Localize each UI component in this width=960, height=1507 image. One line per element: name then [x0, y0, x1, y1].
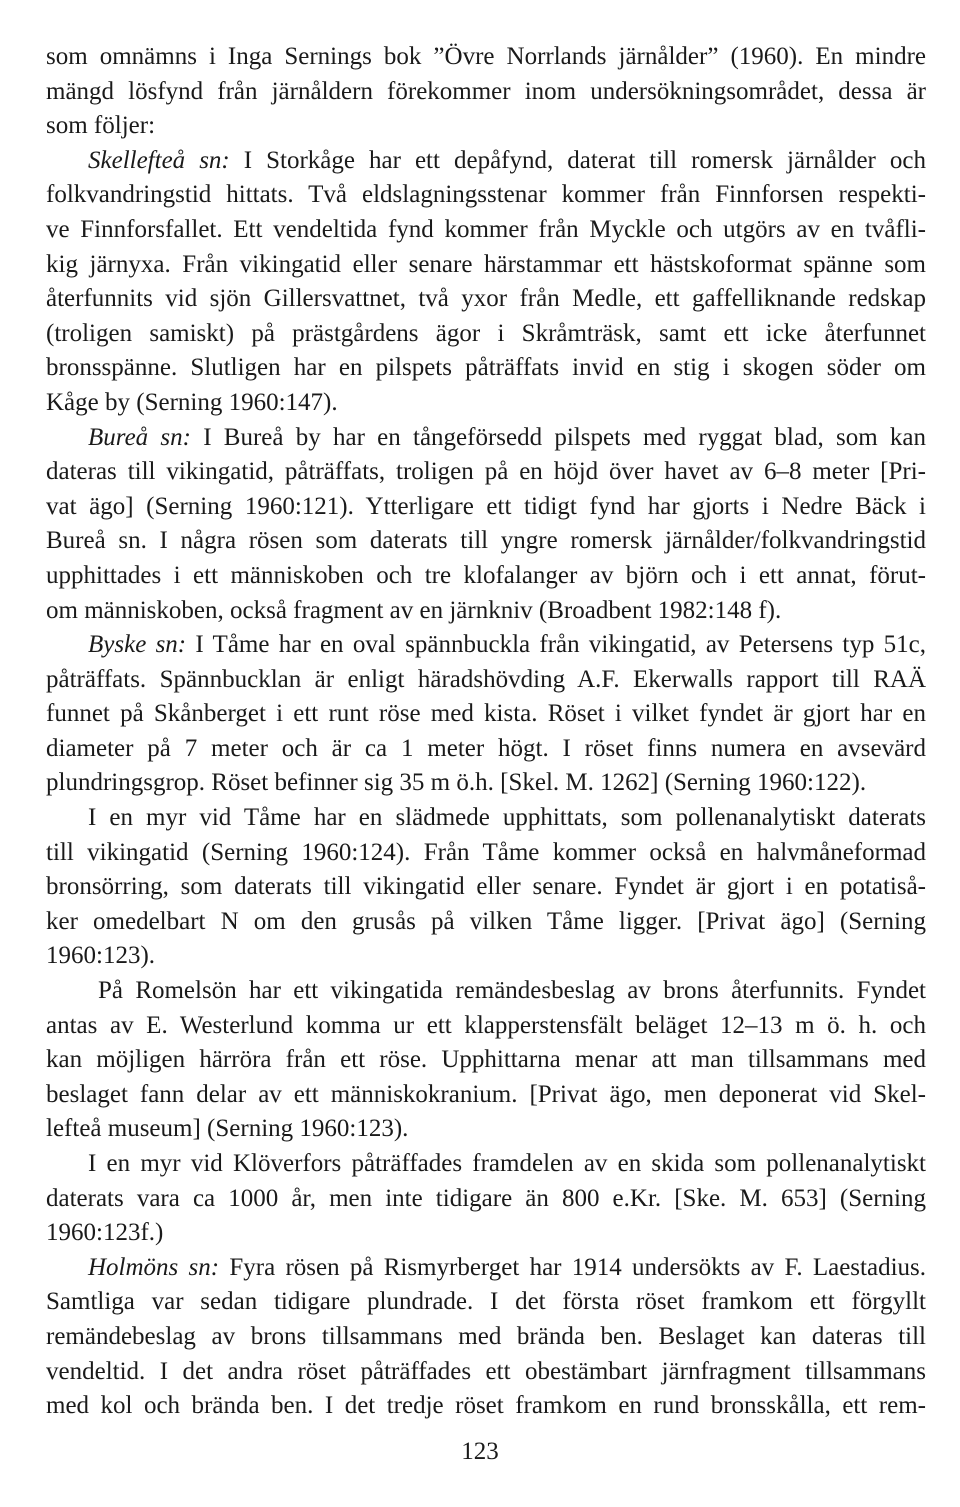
text-line: mängd lösfynd från järnåldern förekommer inom undersökningsområdet, dessa är: [46, 77, 926, 105]
text-line: dateras till vikingatid, påträffats, troligen på en höjd över havet av 6–8 meter [Pri-: [46, 458, 926, 486]
text-line: lefteå museum] (Serning 1960:123).: [46, 1115, 409, 1143]
text-line: diameter på 7 meter och är ca 1 meter högt. I röset finns numera en avsevärd: [46, 734, 926, 762]
paragraph-skelleftea-first-line: Skellefteå sn: I Storkåge har ett depåfynd, daterat till romersk järnålder och: [88, 146, 926, 174]
text-line: remändebeslag av brons tillsammans med brända ben. Beslaget kan dateras till: [46, 1322, 926, 1350]
paragraph-holmons-first-line: Holmöns sn: Fyra rösen på Rismyrberget har 1914 undersökts av F. Laestadius.: [88, 1253, 927, 1281]
text-line: bronsörring, som daterats till vikingatid eller senare. Fyndet är gjort i en potatiså-: [46, 873, 926, 901]
text-line: I en myr vid Tåme har en slädmede upphittats, som pollenanalytiskt daterats: [88, 804, 926, 832]
paragraph-byske-first-line: Byske sn: I Tåme har en oval spännbuckla från vikingatid, av Petersens typ 51c,: [88, 631, 926, 659]
text-line: återfunnits vid sjön Gillersvattnet, två yxor från Medle, ett gaffelliknande redskap: [46, 285, 926, 313]
text-line: ve Finnforsfallet. Ett vendeltida fynd kommer från Myckle och utgörs av en tvåfli-: [46, 215, 926, 243]
text-line: upphittades i ett människoben och tre klofalanger av björn och i ett annat, förut-: [46, 561, 926, 589]
text-line: I en myr vid Klöverfors påträffades framdelen av en skida som pollenanalytiskt: [88, 1150, 926, 1177]
text-line: Bureå sn. I några rösen som daterats till yngre romersk järnålder/folkvandringstid: [46, 527, 926, 555]
text-line: kan möjligen härröra från ett röse. Upphittarna menar att man tillsammans med: [46, 1046, 926, 1074]
text-line: Samtliga var sedan tidigare plundrade. I det första röset framkom ett förgyllt: [46, 1288, 926, 1316]
parish-heading-byske: Byske sn:: [88, 631, 187, 659]
text-line: Kåge by (Serning 1960:147).: [46, 388, 338, 416]
text-line: med kol och brända ben. I det tredje röset framkom en rund bronsskålla, ett rem-: [46, 1392, 926, 1420]
text-line: beslaget fann delar av ett människokranium. [Privat ägo, men deponerat vid Skel-: [46, 1080, 926, 1108]
text-line: funnet på Skånberget i ett runt röse med kista. Röset i vilket fyndet är gjort har en: [46, 700, 926, 728]
text-line: som följer:: [46, 112, 156, 140]
text-line: ker omedelbart N om den grusås på vilken Tåme ligger. [Privat ägo] (Serning: [46, 907, 926, 935]
text-line: daterats vara ca 1000 år, men inte tidigare än 800 e.Kr. [Ske. M. 653] (Serning: [46, 1184, 926, 1212]
text-line: påträffats. Spännbucklan är enligt häradshövding A.F. Ekerwalls rapport till RAÄ: [46, 665, 926, 693]
text-line: kig järnyxa. Från vikingatid eller senare härstammar ett hästskoformat spänne som: [46, 250, 926, 278]
paragraph-burea-first-line: Bureå sn: I Bureå by har en tångeförsedd pilspets med ryggat blad, som kan: [88, 423, 926, 451]
text-line: vat ägo] (Serning 1960:121). Ytterligare ett tidigt fynd har gjorts i Nedre Bäck i: [46, 492, 926, 520]
text-line: som omnämns i Inga Sernings bok ”Övre Norrlands järnålder” (1960). En mindre: [46, 43, 926, 70]
text-line: om människoben, också fragment av en järnkniv (Broadbent 1982:148 f).: [46, 596, 782, 624]
document-page: [46, 40, 926, 1424]
text-line: (troligen samiskt) på prästgårdens ägor i Skråmträsk, samt ett icke återfunnet: [46, 319, 926, 347]
page-number: 123: [461, 1438, 499, 1465]
text-line: antas av E. Westerlund komma ur ett klapperstensfält beläget 12–13 m ö. h. och: [46, 1011, 926, 1039]
text-line: till vikingatid (Serning 1960:124). Från Tåme kommer också en halvmåneformad: [46, 838, 926, 866]
text-line: folkvandringstid hittats. Två eldslagningsstenar kommer från Finnforsen respekti-: [46, 181, 926, 209]
text-line: vendeltid. I det andra röset påträffades ett obestämbart järnfragment tillsammans: [46, 1357, 926, 1385]
text-line: På Romelsön har ett vikingatida remändesbeslag av brons återfunnits. Fyndet: [98, 977, 926, 1005]
parish-heading-burea: Bureå sn:: [88, 423, 191, 451]
text-line: plundringsgrop. Röset befinner sig 35 m ö.h. [Skel. M. 1262] (Serning 1960:122).: [46, 769, 867, 797]
text-line: 1960:123).: [46, 942, 156, 970]
text-line: bronsspänne. Slutligen har en pilspets påträffats invid en stig i skogen söder om: [46, 354, 926, 382]
parish-heading-skelleftea: Skellefteå sn:: [88, 146, 230, 174]
parish-heading-holmons: Holmöns sn:: [88, 1253, 220, 1281]
text-line: 1960:123f.): [46, 1219, 164, 1247]
